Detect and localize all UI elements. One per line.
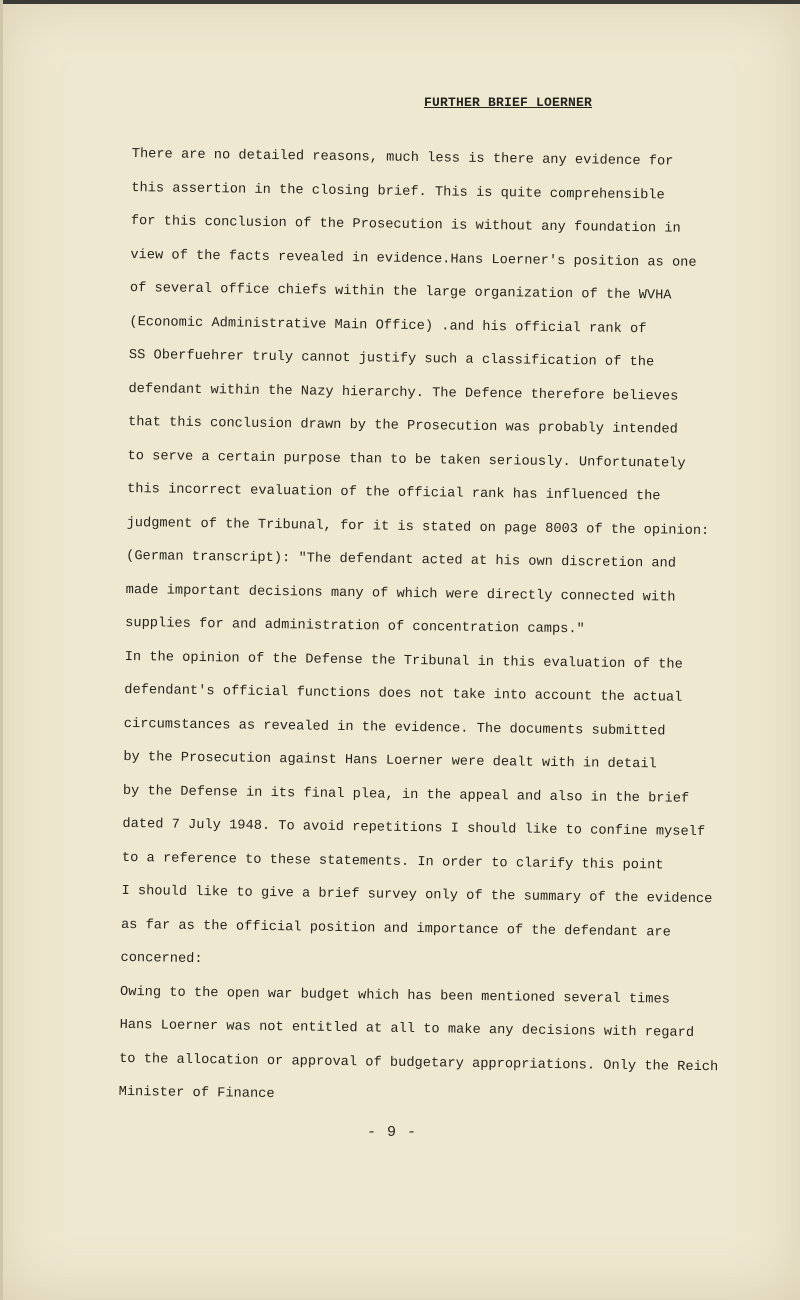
- text-line: judgment of the Tribunal, for it is stated on page 8003 of the opinion:: [126, 515, 710, 539]
- document-title: FURTHER BRIEF LOERNER: [424, 95, 593, 110]
- text-line: view of the facts revealed in evidence.Hans Loerner's position as one: [130, 247, 697, 271]
- text-line: There are no detailed reasons, much less is there any evidence for: [131, 146, 674, 170]
- text-line: (German transcript): "The defendant acted at his own discretion and: [126, 548, 677, 572]
- text-line: Owing to the open war budget which has been mentioned several times: [119, 984, 671, 1008]
- page-number: - 9 -: [367, 1124, 418, 1141]
- text-line: that this conclusion drawn by the Prosecution was probably intended: [127, 414, 679, 438]
- text-line: of several office chiefs within the large organization of the WVHA: [129, 280, 672, 304]
- text-line: circumstances as revealed in the evidence. The documents submitted: [123, 716, 666, 740]
- text-line: by the Defense in its final plea, in the appeal and also in the brief: [122, 783, 690, 807]
- text-line: for this conclusion of the Prosecution is without any foundation in: [130, 213, 681, 237]
- text-line: by the Prosecution against Hans Loerner were dealt with in detail: [123, 749, 657, 773]
- text-line: to serve a certain purpose than to be taken seriously. Unfortunately: [127, 448, 686, 472]
- text-line: In the opinion of the Defense the Tribunal in this evaluation of the: [124, 649, 683, 673]
- text-line: as far as the official position and importance of the defendant are: [120, 917, 671, 941]
- text-line: concerned:: [120, 950, 203, 968]
- text-line: dated 7 July 1948. To avoid repetitions I should like to confine myself: [122, 816, 706, 841]
- text-line: to the allocation or approval of budgetary appropriations. Only the Reich: [119, 1051, 719, 1075]
- text-line: Minister of Finance: [118, 1084, 275, 1103]
- text-line: Hans Loerner was not entitled at all to make any decisions with regard: [119, 1017, 695, 1041]
- text-line: defendant within the Nazy hierarchy. The Defence therefore believes: [128, 381, 679, 405]
- scan-left-edge: [0, 0, 3, 1300]
- text-line: supplies for and administration of concentration camps.": [125, 615, 585, 638]
- text-line: SS Oberfuehrer truly cannot justify such a classification of the: [128, 347, 655, 371]
- text-line: (Economic Administrative Main Office) .and his official rank of: [129, 314, 647, 337]
- text-line: made important decisions many of which were directly connected with: [125, 582, 676, 606]
- body-text: [118, 138, 742, 1118]
- text-line: to a reference to these statements. In order to clarify this point: [121, 850, 664, 873]
- text-line: this assertion in the closing brief. This is quite comprehensible: [131, 180, 665, 203]
- text-line: this incorrect evaluation of the official rank has influenced the: [126, 481, 661, 505]
- text-line: defendant's official functions does not take into account the actual: [124, 682, 683, 706]
- scan-top-edge: [0, 0, 800, 4]
- text-line: I should like to give a brief survey only of the summary of the evidence: [121, 883, 713, 908]
